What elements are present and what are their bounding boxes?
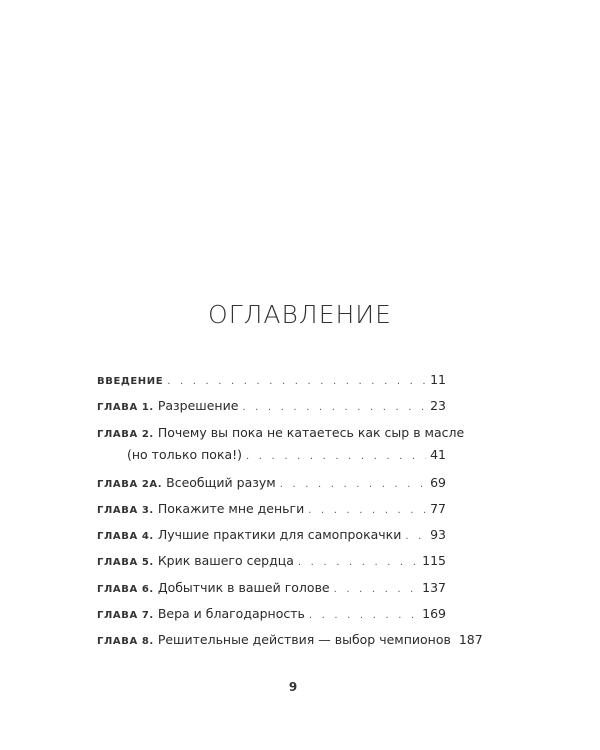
toc-entry-chapter-2[interactable]	[97, 424, 465, 475]
entry-page: 11	[430, 372, 446, 387]
toc-entry-chapter-5[interactable]	[97, 553, 446, 579]
entry-prefix: ГЛАВА 2.	[97, 428, 154, 440]
toc-entry-chapter-4[interactable]	[97, 527, 446, 553]
entry-page: 41	[430, 446, 446, 462]
entry-title: Крик вашего сердца	[157, 553, 294, 569]
entry-prefix: ГЛАВА 2А.	[97, 478, 163, 490]
page-title: ОГЛАВЛЕНИЕ	[208, 300, 392, 329]
entry-prefix: ГЛАВА 6.	[97, 583, 154, 595]
entry-title: Почему вы пока не катаетесь как сыр в масле	[157, 424, 465, 440]
entry-page: 77	[430, 500, 446, 516]
dot-leader	[242, 402, 426, 413]
entry-prefix: ГЛАВА 5.	[97, 557, 154, 569]
dot-leader	[309, 610, 418, 621]
entry-page: 93	[430, 527, 446, 543]
dot-leader	[280, 479, 426, 490]
dot-leader	[334, 584, 419, 595]
toc-entry-chapter-7[interactable]	[97, 606, 446, 632]
toc-entry-chapter-6[interactable]	[97, 580, 446, 606]
entry-prefix: ВВЕДЕНИЕ	[97, 376, 164, 387]
dot-leader	[167, 376, 426, 387]
entry-prefix: ГЛАВА 1.	[97, 402, 154, 414]
entry-page: 169	[422, 606, 446, 622]
toc-entry-chapter-1[interactable]	[97, 398, 446, 424]
entry-prefix: ГЛАВА 7.	[97, 610, 154, 622]
entry-page: 115	[422, 553, 446, 569]
toc-entry-chapter-2a[interactable]	[97, 475, 446, 501]
page-number: 9	[288, 680, 298, 694]
entry-title: Покажите мне деньги	[157, 500, 305, 516]
dot-leader	[405, 531, 426, 542]
entry-title: Лучшие практики для самопрокачки	[157, 527, 402, 543]
entry-page: 23	[430, 398, 446, 414]
entry-page: 137	[422, 579, 446, 595]
toc-entry-chapter-8[interactable]	[97, 632, 483, 658]
entry-title: Разрешение	[157, 398, 239, 414]
dot-leader	[308, 505, 426, 516]
toc-entry-chapter-3[interactable]	[97, 501, 446, 527]
dot-leader	[246, 451, 426, 462]
table-of-contents	[97, 372, 483, 659]
dot-leader	[298, 557, 418, 568]
toc-entry-introduction[interactable]	[97, 372, 446, 398]
entry-title: Добытчик в вашей голове	[157, 579, 330, 595]
entry-page: 69	[430, 474, 446, 490]
entry-prefix: ГЛАВА 4.	[97, 531, 154, 543]
entry-prefix: ГЛАВА 8.	[97, 636, 154, 648]
entry-title: Решительные действия — выбор чемпионов	[157, 632, 451, 648]
entry-title: Всеобщий разум	[166, 474, 276, 490]
entry-prefix: ГЛАВА 3.	[97, 504, 154, 516]
entry-title: Вера и благодарность	[157, 606, 305, 622]
entry-title-continued: (но только пока!)	[127, 446, 243, 462]
entry-page: 187	[458, 632, 483, 648]
